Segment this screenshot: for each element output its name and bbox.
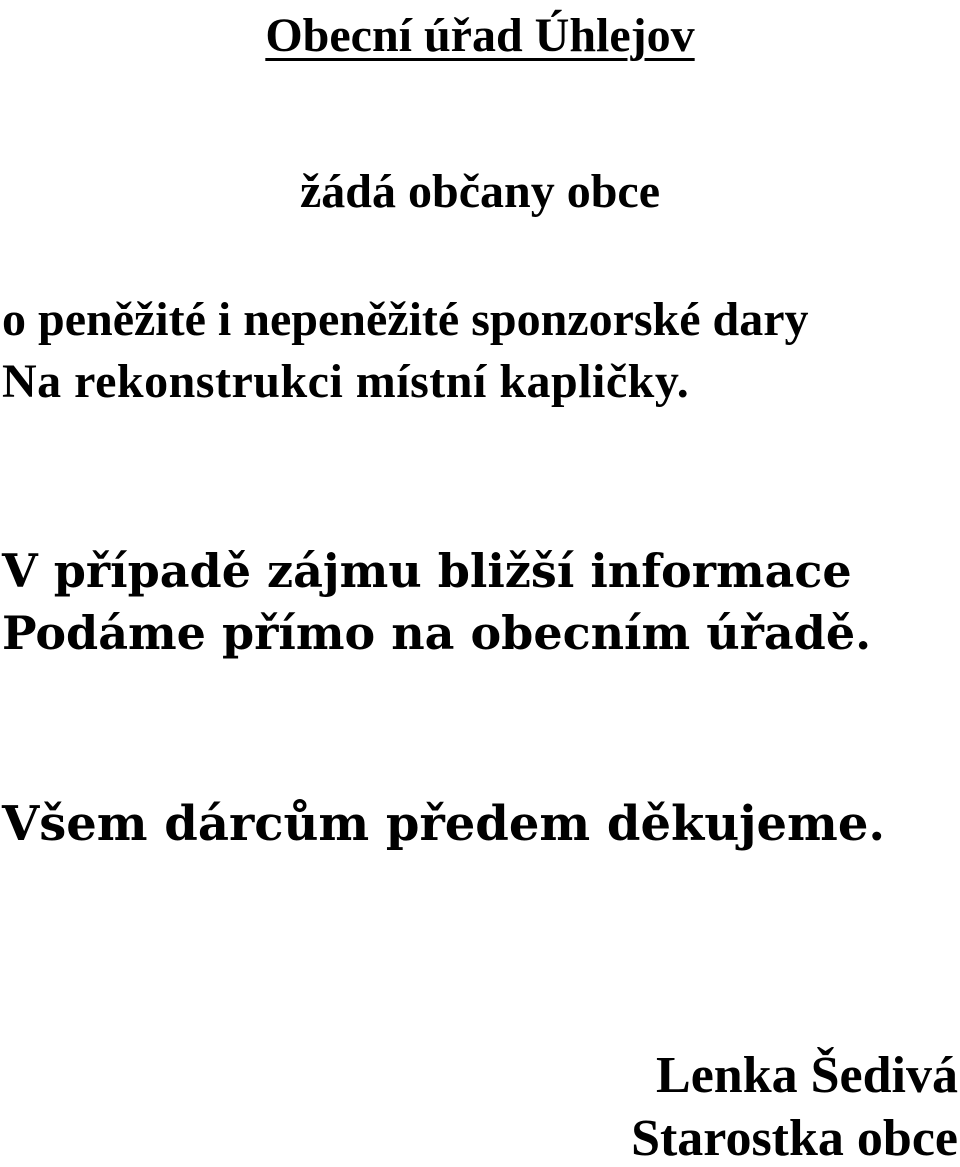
paragraph1-line2: Na rekonstrukci místní kapličky.: [2, 355, 690, 408]
page-title: [0, 9, 960, 62]
signature-name: Lenka Šedivá: [656, 1047, 958, 1104]
subtitle: žádá občany obce: [300, 165, 660, 218]
paragraph2-line1: V případě zájmu bližší informace: [2, 544, 852, 598]
signature-role: Starostka obce: [631, 1110, 958, 1167]
thanks-line: Všem dárcům předem děkujeme.: [2, 796, 886, 852]
paragraph1-line1: o peněžité i nepeněžité sponzorské dary: [2, 293, 809, 346]
paragraph2-line2: Podáme přímo na obecním úřadě.: [2, 606, 872, 660]
page-title-text: Obecní úřad Úhlejov: [265, 9, 695, 62]
